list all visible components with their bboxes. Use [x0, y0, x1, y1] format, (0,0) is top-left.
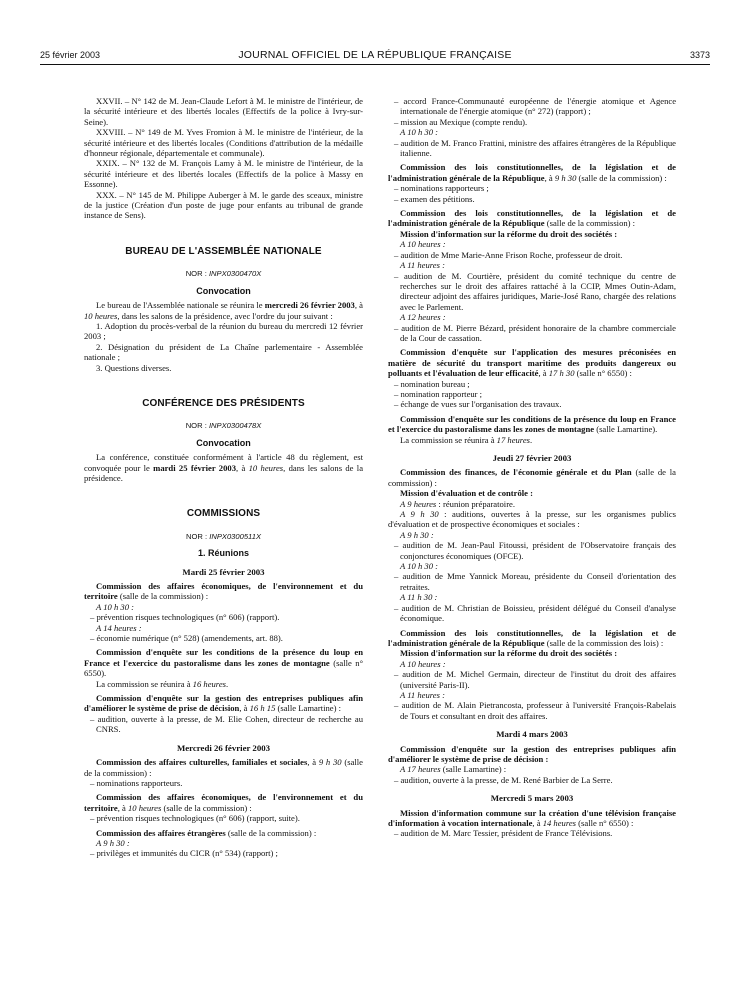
- agenda-item: – nominations rapporteurs.: [84, 778, 363, 788]
- loup-commission: Commission d'enquête sur les conditions de la présence du loup en France et l'exercice du pastoralisme dans les zones de montagne (salle n° 6550).: [84, 647, 364, 679]
- bureau-item-3: 3. Questions diverses.: [96, 362, 172, 373]
- tv-mission: Mission d'information commune sur la création d'une télévision française d'information à vocation internationale, à 14 heures (salle n° 6550) :: [388, 807, 676, 828]
- lois-commission-1: Commission des lois constitutionnelles, de la législation et de l'administration générale de la République, à 9 h 30 (salle de la commission) :: [388, 162, 676, 183]
- conference-heading: CONFÉRENCE DES PRÉSIDENTS: [142, 397, 305, 409]
- question-xxx: XXX. – N° 145 de M. Philippe Auberger à M. le garde des sceaux, ministre de la justice (Création d'un poste de juge pour enfants au tribunal de grande instance de Sens).: [84, 189, 363, 221]
- time-label: A 11 heures :: [400, 689, 445, 700]
- time-label: A 11 heures :: [400, 260, 445, 271]
- agenda-item: – échange de vues sur l'organisation des travaux.: [388, 399, 676, 409]
- bureau-intro: Le bureau de l'Assemblée nationale se réunira le mercredi 26 février 2003, à 10 heures, dans les salons de la présidence, avec l'ordre du jour suivant :: [84, 300, 363, 321]
- conference-intro: La conférence, constituée conformément à l'article 48 du règlement, est convoquée pour le mardi 25 février 2003, à 10 heures, dans les salons de la présidence.: [84, 452, 364, 483]
- agenda-item: – audition, ouverte à la presse, de M. Elie Cohen, directeur de recherche au CNRS.: [84, 714, 363, 735]
- finances-commission: Commission des finances, de l'économie générale et du Plan (salle de la commission) :: [388, 467, 676, 488]
- agenda-item: – accord France-Communauté européenne de l'énergie atomique et Agence internationale de l'énergie atomique (n° 272) (rapport) ;: [388, 96, 676, 117]
- agenda-item: – prévention risques technologiques (n° 606) (rapport, suite).: [84, 813, 363, 823]
- culturelles-commission: Commission des affaires culturelles, familiales et sociales, à 9 h 30 (salle de la commission) :: [84, 757, 363, 778]
- agenda-item: – audition de M. Jean-Paul Fitoussi, président de l'Observatoire français des conjonctures économiques (OFCE).: [388, 540, 676, 561]
- header-rule: [40, 64, 710, 65]
- lois-commission-3: Commission des lois constitutionnelles, de la législation et de l'administration générale de la République (salle de la commission des lois) :: [388, 627, 676, 648]
- reunions-heading: 1. Réunions: [197, 548, 249, 559]
- entreprises-commission-2: Commission d'enquête sur la gestion des entreprises publiques afin d'améliorer le système de prise de décision :: [388, 743, 676, 764]
- question-xxix: XXIX. – N° 132 de M. François Lamy à M. le ministre de l'intérieur, de la sécurité intérieure et des libertés locales (Effectifs de la police à Massy en Essonne).: [84, 158, 363, 190]
- day-heading-wednesday: Mercredi 26 février 2003: [176, 742, 271, 753]
- time-label: A 9 h 30 :: [400, 529, 434, 540]
- left-column: [84, 96, 363, 859]
- question-xxvii: XXVII. – N° 142 de M. Jean-Claude Lefort à M. le ministre de l'intérieur, de la sécurité intérieure et des libertés locales (Effectifs de la police à Ivry-sur-Seine).: [84, 96, 363, 127]
- time-label: A 10 h 30 :: [400, 561, 439, 572]
- mec-line-2: A 9 h 30 : auditions, ouvertes à la presse, sur les organismes publics d'évaluation et de prospective économiques et sociales :: [388, 509, 676, 530]
- day-heading-march-4: Mardi 4 mars 2003: [496, 729, 568, 740]
- agenda-item: – audition de M. Pierre Bézard, président honoraire de la chambre commerciale de la Cour de cassation.: [388, 323, 676, 344]
- agenda-item: – audition de Mme Yannick Moreau, présidente du Conseil d'orientation des retraites.: [388, 571, 676, 592]
- agenda-item: – privilèges et immunités du CICR (n° 534) (rapport) ;: [84, 848, 363, 858]
- bureau-item-1: 1. Adoption du procès-verbal de la réunion du bureau du mercredi 12 février 2003 ;: [84, 320, 363, 342]
- agenda-item: – audition de M. Marc Tessier, président de France Télévisions.: [388, 828, 676, 838]
- eco-commission: Commission des affaires économiques, de l'environnement et du territoire (salle de la commission) :: [84, 581, 363, 602]
- mec-line-1: A 9 heures : réunion préparatoire.: [400, 498, 516, 509]
- conference-nor: NOR : INPX0300478X: [185, 421, 262, 431]
- journal-title: JOURNAL OFFICIEL DE LA RÉPUBLIQUE FRANÇAISE: [238, 49, 512, 61]
- time-label: A 10 h 30 :: [96, 601, 135, 612]
- day-heading-march-5: Mercredi 5 mars 2003: [490, 793, 574, 804]
- time-label: A 10 heures :: [400, 239, 446, 250]
- agenda-item: – nomination rapporteur ;: [388, 389, 676, 399]
- right-column: [388, 96, 676, 839]
- page-number: 3373: [689, 50, 710, 60]
- time-label: A 10 heures :: [400, 658, 446, 669]
- mission-heading: Mission d'information sur la réforme du droit des sociétés :: [400, 648, 618, 659]
- agenda-item: – audition, ouverte à la presse, de M. René Barbier de La Serre.: [388, 775, 676, 785]
- time-label: A 12 heures :: [400, 312, 446, 323]
- loup-note: La commission se réunira à 16 heures.: [96, 678, 229, 689]
- agenda-item: – audition de Mme Marie-Anne Frison Roche, professeur de droit.: [388, 250, 676, 260]
- etrangeres-commission: Commission des affaires étrangères (salle de la commission) :: [96, 827, 317, 838]
- agenda-item: – audition de M. Christian de Boissieu, président délégué du Conseil d'analyse économique.: [388, 603, 676, 624]
- day-heading-thursday: Jeudi 27 février 2003: [492, 453, 572, 463]
- agenda-item: – examen des pétitions.: [388, 194, 676, 204]
- question-xxviii: XXVIII. – N° 149 de M. Yves Fromion à M. le ministre de l'intérieur, de la sécurité intérieure et des libertés locales (Conditions d'attribution de la médaille d'honneur régionale, départementale et communale).: [84, 127, 363, 159]
- agenda-item: – nominations rapporteurs ;: [388, 183, 676, 193]
- agenda-item: – nomination bureau ;: [388, 379, 676, 389]
- day-heading-tuesday: Mardi 25 février 2003: [182, 566, 265, 577]
- time-label: A 14 heures :: [96, 622, 142, 633]
- agenda-item: – audition de M. Michel Germain, directeur de l'institut du droit des affaires (université Paris-II).: [388, 669, 676, 690]
- bureau-nor: NOR : INPX0300470X: [185, 269, 262, 279]
- agenda-item: – mission au Mexique (compte rendu).: [388, 117, 676, 127]
- agenda-item: – prévention risques technologiques (n° 606) (rapport).: [84, 612, 363, 622]
- lois-commission-2: Commission des lois constitutionnelles, de la législation et de l'administration générale de la République (salle de la commission) :: [388, 208, 676, 229]
- agenda-item: – audition de M. Franco Frattini, ministre des affaires étrangères de la République italienne.: [388, 138, 676, 159]
- mission-heading: Mission d'évaluation et de contrôle :: [400, 488, 533, 499]
- commissions-heading: COMMISSIONS: [186, 508, 261, 520]
- bureau-heading: BUREAU DE L'ASSEMBLÉE NATIONALE: [125, 245, 322, 257]
- mission-heading: Mission d'information sur la réforme du droit des sociétés :: [400, 228, 618, 239]
- header-date: 25 février 2003: [40, 50, 101, 60]
- time-label: A 10 h 30 :: [400, 127, 439, 138]
- agenda-item: – audition de M. Alain Pietrancosta, professeur à l'université François-Rabelais de Tours et consultant en droit des affaires.: [388, 700, 676, 721]
- loup-commission-2: Commission d'enquête sur les conditions de la présence du loup en France et l'exercice du pastoralisme dans les zones de montagne (salle Lamartine).: [388, 413, 676, 435]
- loup-note-2: La commission se réunira à 17 heures.: [400, 434, 533, 445]
- eco-commission-2: Commission des affaires économiques, de l'environnement et du territoire, à 10 heures (salle de la commission) :: [84, 792, 363, 813]
- maritime-commission: Commission d'enquête sur l'application des mesures préconisées en matière de sécurité du transport maritime des produits dangereux ou polluants et l'évaluation de leur efficacité, à 17 h 30 (salle n° 6550) :: [388, 347, 676, 379]
- page-header: [40, 50, 710, 64]
- bureau-convocation: Convocation: [196, 285, 251, 296]
- time-label: A 9 h 30 :: [96, 837, 130, 848]
- agenda-item: – audition de M. Courtière, président du comité technique du centre de recherches sur le droit des affaires rattaché à la CCIP, Mmes Outin-Adam, directeur adjoint des affaires juridiques, Marie-José Rano, chargée des relations avec le Parlement.: [388, 271, 676, 313]
- conference-convocation: Convocation: [196, 437, 251, 448]
- agenda-item: – économie numérique (n° 528) (amendements, art. 88).: [84, 633, 363, 643]
- ent2-time: A 17 heures (salle Lamartine) :: [400, 764, 507, 775]
- commissions-nor: NOR : INPX0300511X: [185, 531, 262, 541]
- entreprises-commission: Commission d'enquête sur la gestion des entreprises publiques afin d'améliorer le système de prise de décision, à 16 h 15 (salle Lamartine) :: [84, 693, 363, 714]
- bureau-item-2: 2. Désignation du président de La Chaîne parlementaire - Assemblée nationale ;: [84, 341, 363, 363]
- time-label: A 11 h 30 :: [400, 592, 438, 603]
